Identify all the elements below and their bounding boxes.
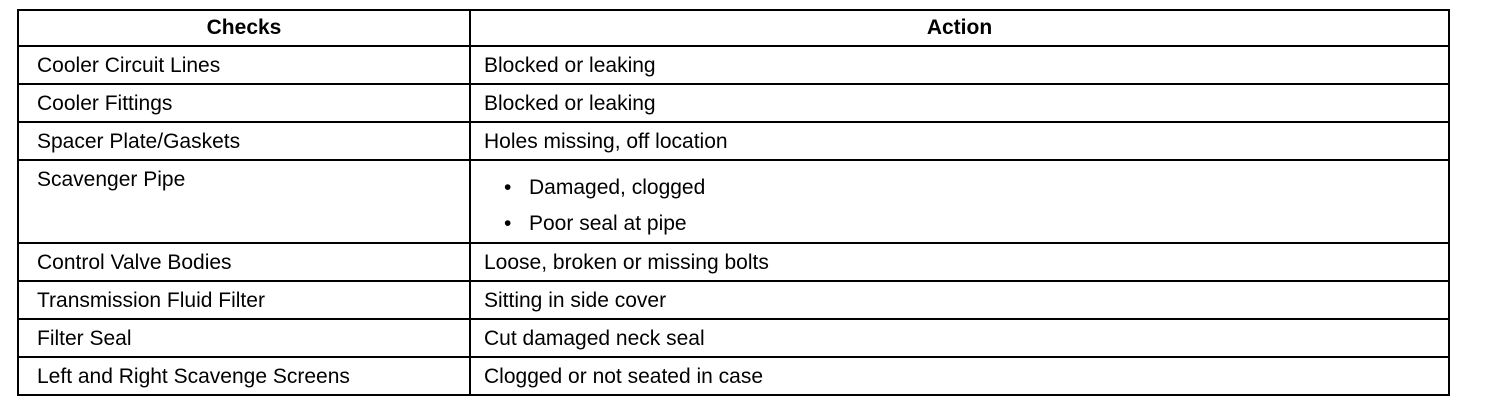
bullet-item (504, 176, 1448, 200)
table-row (18, 281, 1449, 319)
action-cell (470, 160, 1449, 243)
table-header-row (18, 10, 1449, 46)
bullet-item (504, 212, 1448, 236)
action-cell: Loose, broken or missing bolts (470, 243, 1449, 281)
bullet-text: Poor seal at pipe (529, 212, 687, 235)
bullet-glyph: • (504, 176, 512, 199)
check-cell: Transmission Fluid Filter (18, 281, 470, 319)
table-row (18, 160, 1449, 243)
bullet-glyph: • (504, 212, 512, 235)
table-row (18, 46, 1449, 84)
column-header-checks: Checks (18, 10, 470, 46)
check-cell: Spacer Plate/Gaskets (18, 122, 470, 160)
check-cell: Scavenger Pipe (18, 160, 470, 243)
action-cell: Blocked or leaking (470, 46, 1449, 84)
check-cell: Filter Seal (18, 319, 470, 357)
table-row (18, 122, 1449, 160)
table-row (18, 357, 1449, 395)
checks-action-table (17, 9, 1450, 396)
check-cell: Cooler Fittings (18, 84, 470, 122)
bullet-text: Damaged, clogged (529, 176, 706, 199)
action-cell: Holes missing, off location (470, 122, 1449, 160)
action-cell: Clogged or not seated in case (470, 357, 1449, 395)
check-cell: Control Valve Bodies (18, 243, 470, 281)
table-row (18, 243, 1449, 281)
column-header-action: Action (470, 10, 1449, 46)
action-cell: Cut damaged neck seal (470, 319, 1449, 357)
action-cell: Blocked or leaking (470, 84, 1449, 122)
check-cell: Left and Right Scavenge Screens (18, 357, 470, 395)
table-row (18, 84, 1449, 122)
action-cell: Sitting in side cover (470, 281, 1449, 319)
table-row (18, 319, 1449, 357)
check-cell: Cooler Circuit Lines (18, 46, 470, 84)
action-bullet-list (484, 176, 1448, 236)
